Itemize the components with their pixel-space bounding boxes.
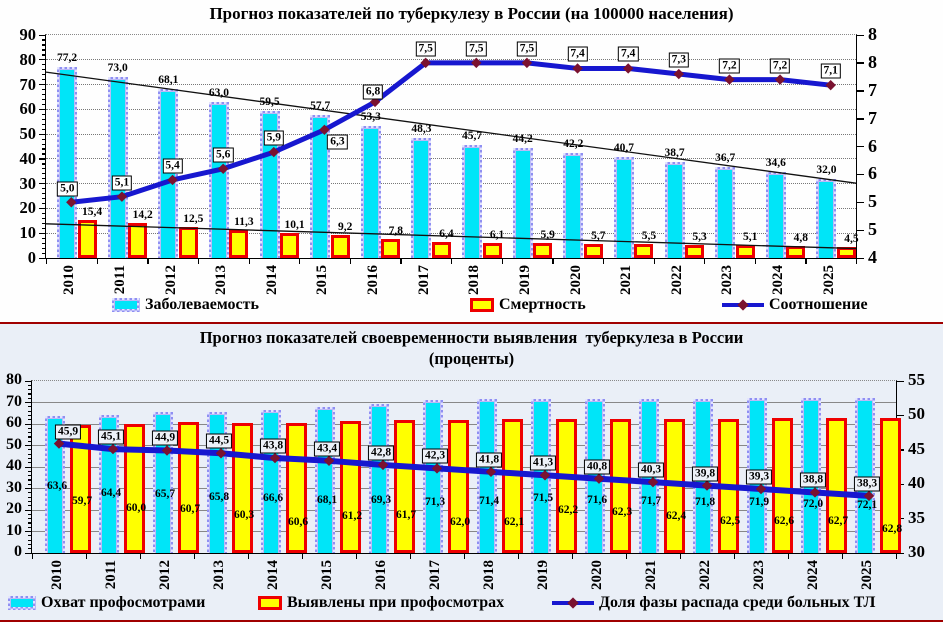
right-axis-label: 30 [908,542,925,561]
left-axis-label: 50 [6,435,22,453]
decay-share-value-label: 41,3 [530,456,556,471]
incidence-value-label: 42,2 [563,138,584,151]
line-marker-diamond [108,444,118,454]
x-axis-tick [626,553,627,559]
left-axis-label: 70 [19,74,36,94]
left-axis-tick [25,424,32,425]
mortality-value-label: 9,2 [337,221,353,234]
left-axis-tick [39,84,46,85]
right-axis-tick [896,415,904,416]
right-axis-tick [856,146,864,147]
mortality-value-label: 4,5 [844,232,859,245]
right-axis-label: 7 [868,79,877,100]
year-label: 2014 [265,560,281,590]
detected-value-label: 62,3 [611,506,633,519]
x-axis-tick [464,553,465,559]
chart-detection-panel [0,324,943,620]
ratio-value-label: 7,1 [820,64,840,79]
decay-share-value-label: 45,9 [55,424,81,439]
coverage-value-label: 66,6 [262,492,284,505]
chart-detection-plot [6,370,925,590]
detected-value-label: 61,7 [395,509,417,522]
incidence-value-label: 32,0 [816,163,837,176]
coverage-value-label: 69,3 [370,494,392,507]
ratio-value-label: 5,1 [112,175,132,190]
line-marker-diamond [810,487,820,497]
left-axis-label: 40 [6,457,22,474]
incidence-value-label: 45,7 [461,129,483,142]
decay-share-value-label: 40,3 [638,463,664,478]
line-marker-diamond [162,445,172,455]
mortality-value-label: 5,9 [540,229,555,242]
detected-value-label: 62,7 [827,514,849,527]
line-marker-diamond [702,480,712,490]
right-axis-label: 55 [908,370,925,389]
ratio-value-label: 7,3 [669,53,689,68]
x-axis-tick [502,258,503,264]
year-label: 2022 [668,265,685,295]
left-axis-label: 30 [6,478,22,496]
year-label: 2016 [365,265,382,295]
detected-value-label: 62,8 [881,523,903,536]
detected-value-label: 60,6 [287,515,309,528]
left-axis-tick [39,233,46,234]
coverage-value-label: 65,8 [208,491,230,504]
left-axis-tick [39,109,46,110]
incidence-value-label: 59,5 [259,95,280,108]
year-label: 2012 [157,560,173,590]
legend-item-mortality [470,296,586,314]
right-axis-label: 5 [868,219,877,240]
year-label: 2024 [770,265,787,295]
right-axis-tick [856,90,864,91]
incidence-value-label: 38,7 [664,147,685,160]
line-marker-diamond [54,438,64,448]
decay-share-value-label: 45,1 [98,430,124,445]
x-axis-tick [805,258,806,264]
incidence-value-label: 63,0 [208,86,229,99]
detected-value-label: 62,4 [665,510,687,523]
incidence-value-label: 44,2 [512,133,533,146]
ratio-value-label: 5,4 [162,158,182,173]
decay-share-diamond-icon [567,597,578,608]
right-axis-label: 4 [868,247,877,267]
incidence-value-label: 34,6 [765,157,786,170]
mortality-value-label: 12,5 [183,213,204,226]
right-axis-tick [856,230,864,231]
left-axis-label: 0 [14,543,22,560]
legend-label-ratio: Соотношение [769,296,868,313]
line-marker-diamond [724,74,734,84]
decay-share-value-label: 41,8 [476,452,502,467]
mortality-value-label: 6,1 [489,228,505,241]
left-axis-tick [25,531,32,532]
decay-share-value-label: 44,5 [206,434,232,449]
year-label: 2011 [111,265,128,295]
coverage-value-label: 71,8 [694,496,716,509]
left-axis-label: 50 [19,124,36,144]
incidence-value-label: 57,7 [310,100,331,113]
x-axis-tick [248,553,249,559]
decay-share-value-label: 44,9 [152,431,178,446]
chart-detection-title: Прогноз показателей своевременности выявления туберкулеза в России [199,328,744,347]
x-axis-tick [603,258,604,264]
line-marker-diamond [432,463,442,473]
decay-share-value-label: 40,8 [584,459,610,474]
right-axis-tick [856,118,864,119]
year-label: 2021 [618,265,635,295]
detected-value-label: 60,7 [179,502,201,515]
left-axis-tick [39,35,46,36]
year-label: 2025 [820,265,837,295]
chart-tb-rates-title: Прогноз показателей по туберкулезу в России (на 100000 населения) [209,4,734,23]
left-axis-tick [25,553,32,554]
line-marker-diamond [216,448,226,458]
left-axis-label: 0 [27,248,36,267]
year-label: 2012 [162,265,179,295]
mortality-value-label: 15,4 [81,205,103,218]
incidence-value-label: 77,2 [56,51,78,64]
ratio-diamond-icon [737,299,748,310]
x-axis-tick [410,553,411,559]
legend-item-incidence [112,296,259,314]
legend-label-mortality: Смертность [499,296,586,313]
line-marker-diamond [623,63,633,73]
x-axis-tick [97,258,98,264]
year-label: 2017 [415,265,432,295]
ratio-value-label: 7,5 [466,41,486,56]
x-axis-tick [356,553,357,559]
left-axis-label: 10 [19,223,36,243]
x-axis-tick [572,553,573,559]
x-axis-tick [788,553,789,559]
right-axis-tick [856,62,864,63]
ratio-value-label: 6,3 [327,134,347,149]
x-axis-tick [198,258,199,264]
year-label: 2020 [589,560,605,590]
ratio-value-label: 7,4 [567,47,587,62]
mortality-value-label: 10,1 [284,218,305,231]
mortality-value-label: 5,7 [591,229,606,242]
mortality-swatch [470,298,494,312]
decay-share-value-label: 42,8 [368,445,394,460]
coverage-value-label: 71,4 [478,495,500,508]
left-axis-tick [25,467,32,468]
right-axis-label: 5 [868,191,877,212]
legend-label-detected: Выявлены при профосмотрах [287,594,505,611]
x-axis-tick [249,258,250,264]
x-axis-tick [896,553,897,559]
year-label: 2024 [805,560,821,590]
line-marker-diamond [756,484,766,494]
right-axis-tick [856,202,864,203]
coverage-value-label: 71,9 [748,496,770,509]
year-label: 2016 [373,560,389,590]
year-label: 2015 [319,560,335,590]
mortality-value-label: 4,8 [793,232,808,245]
left-axis-tick [25,510,32,511]
year-label: 2019 [516,265,533,295]
year-label: 2018 [481,560,497,590]
mortality-value-label: 14,2 [132,208,153,221]
detected-value-label: 61,2 [341,510,363,523]
coverage-value-label: 63,6 [46,480,68,493]
line-marker-diamond [572,63,582,73]
coverage-value-label: 68,1 [316,494,338,507]
detected-value-label: 62,6 [773,514,795,527]
ratio-value-label: 6,8 [363,84,383,99]
year-label: 2015 [314,265,331,295]
left-axis-tick [39,134,46,135]
right-axis-label: 8 [868,51,877,72]
ratio-value-label: 5,9 [264,131,284,146]
legend-label-decay-share: Доля фазы распада среди больных ТЛ [599,594,876,611]
year-label: 2014 [263,265,280,295]
left-axis-label: 40 [19,148,36,168]
x-axis-tick [451,258,452,264]
x-axis-tick [350,258,351,264]
left-axis-label: 20 [19,198,36,218]
line-marker-diamond [648,477,658,487]
legend-item-coverage [8,594,205,612]
chart-detection-subtitle: (проценты) [428,349,515,368]
incidence-swatch [112,298,140,312]
ratio-value-label: 7,5 [517,41,537,56]
year-label: 2013 [211,560,227,590]
coverage-swatch-fill [11,599,33,607]
coverage-value-label: 72,1 [856,498,878,511]
left-axis-label: 70 [6,392,22,410]
ratio-value-label: 5,0 [57,182,77,197]
incidence-swatch-fill [115,301,137,309]
right-axis-label: 40 [908,473,925,493]
coverage-value-label: 71,3 [424,496,446,509]
incidence-value-label: 73,0 [107,62,128,75]
left-axis-tick [39,183,46,184]
detected-value-label: 62,0 [449,515,471,528]
line-marker-diamond [594,473,604,483]
line-marker-diamond [66,197,76,207]
line-marker-diamond [486,467,496,477]
right-axis-label: 50 [908,404,925,424]
legend-label-coverage: Охват профосмотрами [41,594,206,611]
detected-value-label: 60,3 [233,509,255,522]
ratio-line [71,63,830,202]
detected-swatch [258,596,282,610]
coverage-value-label: 72,0 [802,497,824,510]
x-axis-tick [680,553,681,559]
detected-value-label: 62,5 [719,514,741,527]
x-axis-tick [46,258,47,264]
x-axis-tick [734,553,735,559]
year-label: 2010 [49,560,65,590]
x-axis-tick [654,258,655,264]
incidence-value-label: 68,1 [158,74,179,87]
line-marker-diamond [270,453,280,463]
decay-share-value-label: 39,8 [692,466,718,481]
ratio-value-label: 7,5 [415,41,435,56]
detected-value-label: 62,1 [503,515,525,528]
incidence-value-label: 36,7 [715,152,736,165]
left-axis-label: 30 [19,173,36,193]
detected-value-label: 62,2 [557,504,579,516]
mortality-value-label: 7,8 [388,224,403,237]
x-axis-tick [302,553,303,559]
bottom-border-line [0,620,943,622]
year-label: 2025 [859,560,875,590]
x-axis-tick [842,553,843,559]
ratio-value-label: 7,2 [719,58,739,73]
left-axis-label: 90 [19,25,36,44]
line-marker-diamond [674,69,684,79]
coverage-value-label: 71,6 [586,494,608,507]
x-axis-tick [400,258,401,264]
year-label: 2013 [213,265,230,295]
legend-item-detected [258,594,504,612]
decay-share-value-label: 38,3 [854,476,880,491]
left-axis-tick [39,258,46,259]
x-axis-tick [32,553,33,559]
x-axis-tick [86,553,87,559]
mortality-value-label: 5,3 [692,230,707,243]
detected-value-label: 60,0 [125,501,147,514]
mortality-value-label: 6,4 [439,228,454,241]
mortality-value-label: 5,5 [641,230,657,243]
left-axis-tick [39,208,46,209]
decay-share-value-label: 38,8 [800,473,826,488]
legend-label-incidence: Заболеваемость [145,296,259,313]
incidence-value-label: 40,7 [613,142,634,155]
right-axis-label: 6 [868,135,877,156]
year-label: 2011 [103,560,119,590]
mortality-value-label: 5,1 [742,231,758,244]
x-axis-tick [299,258,300,264]
chart-tb-rates-plot [19,24,877,295]
line-marker-diamond [540,470,550,480]
line-marker-diamond [471,58,481,68]
right-axis-label: 8 [868,24,877,44]
decay-share-value-label: 43,4 [314,441,340,456]
line-marker-diamond [324,456,334,466]
year-label: 2010 [61,265,78,295]
ratio-value-label: 5,6 [213,147,233,162]
right-axis-label: 35 [908,507,925,527]
decay-share-line-swatch [552,597,594,609]
mortality-value-label: 11,3 [234,216,254,228]
right-axis-label: 6 [868,163,877,184]
left-axis-tick [39,158,46,159]
left-axis-label: 20 [6,500,22,517]
detected-value-label: 59,7 [71,495,93,508]
legend-item-decay-share [552,594,875,612]
coverage-value-label: 71,5 [532,492,554,505]
x-axis-tick [552,258,553,264]
line-marker-diamond [825,80,835,90]
x-axis-tick [856,258,857,264]
left-axis-label: 80 [19,49,36,69]
right-axis-label: 7 [868,107,877,128]
left-axis-label: 10 [6,521,22,539]
right-axis-tick [896,381,904,382]
right-axis-tick [856,35,864,36]
ratio-value-label: 7,2 [770,58,790,73]
left-axis-label: 60 [19,99,36,119]
line-marker-diamond [522,58,532,68]
year-label: 2022 [697,560,713,590]
coverage-value-label: 65,7 [154,487,176,500]
x-axis-tick [518,553,519,559]
incidence-value-label: 48,3 [411,123,432,136]
coverage-swatch [8,596,36,610]
left-axis-label: 80 [6,371,22,388]
year-label: 2023 [751,560,767,590]
x-axis-tick [755,258,756,264]
x-axis-tick [704,258,705,264]
left-axis-tick [25,402,32,403]
ratio-value-label: 7,4 [618,47,638,62]
line-marker-diamond [378,460,388,470]
decay-share-value-label: 43,8 [260,439,286,454]
legend-item-ratio [722,296,868,314]
left-axis-tick [39,59,46,60]
coverage-value-label: 64,4 [100,486,122,499]
right-axis-tick [856,174,864,175]
year-label: 2023 [719,265,736,295]
coverage-value-label: 71,7 [640,495,662,508]
x-axis-tick [140,553,141,559]
left-axis-tick [25,445,32,446]
year-label: 2018 [466,265,483,295]
left-axis-tick [25,381,32,382]
incidence-value-label: 53,3 [360,110,381,123]
year-label: 2019 [535,560,551,590]
year-label: 2017 [427,560,443,590]
line-marker-diamond [775,74,785,84]
decay-share-value-label: 39,3 [746,470,772,485]
decay-share-value-label: 42,3 [422,449,448,464]
x-axis-tick [147,258,148,264]
left-axis-tick [25,488,32,489]
year-label: 2021 [643,560,659,590]
ratio-line-swatch [722,299,764,311]
left-axis-label: 60 [6,414,22,431]
x-axis-tick [194,553,195,559]
right-axis-label: 45 [908,438,925,458]
year-label: 2020 [567,265,584,295]
